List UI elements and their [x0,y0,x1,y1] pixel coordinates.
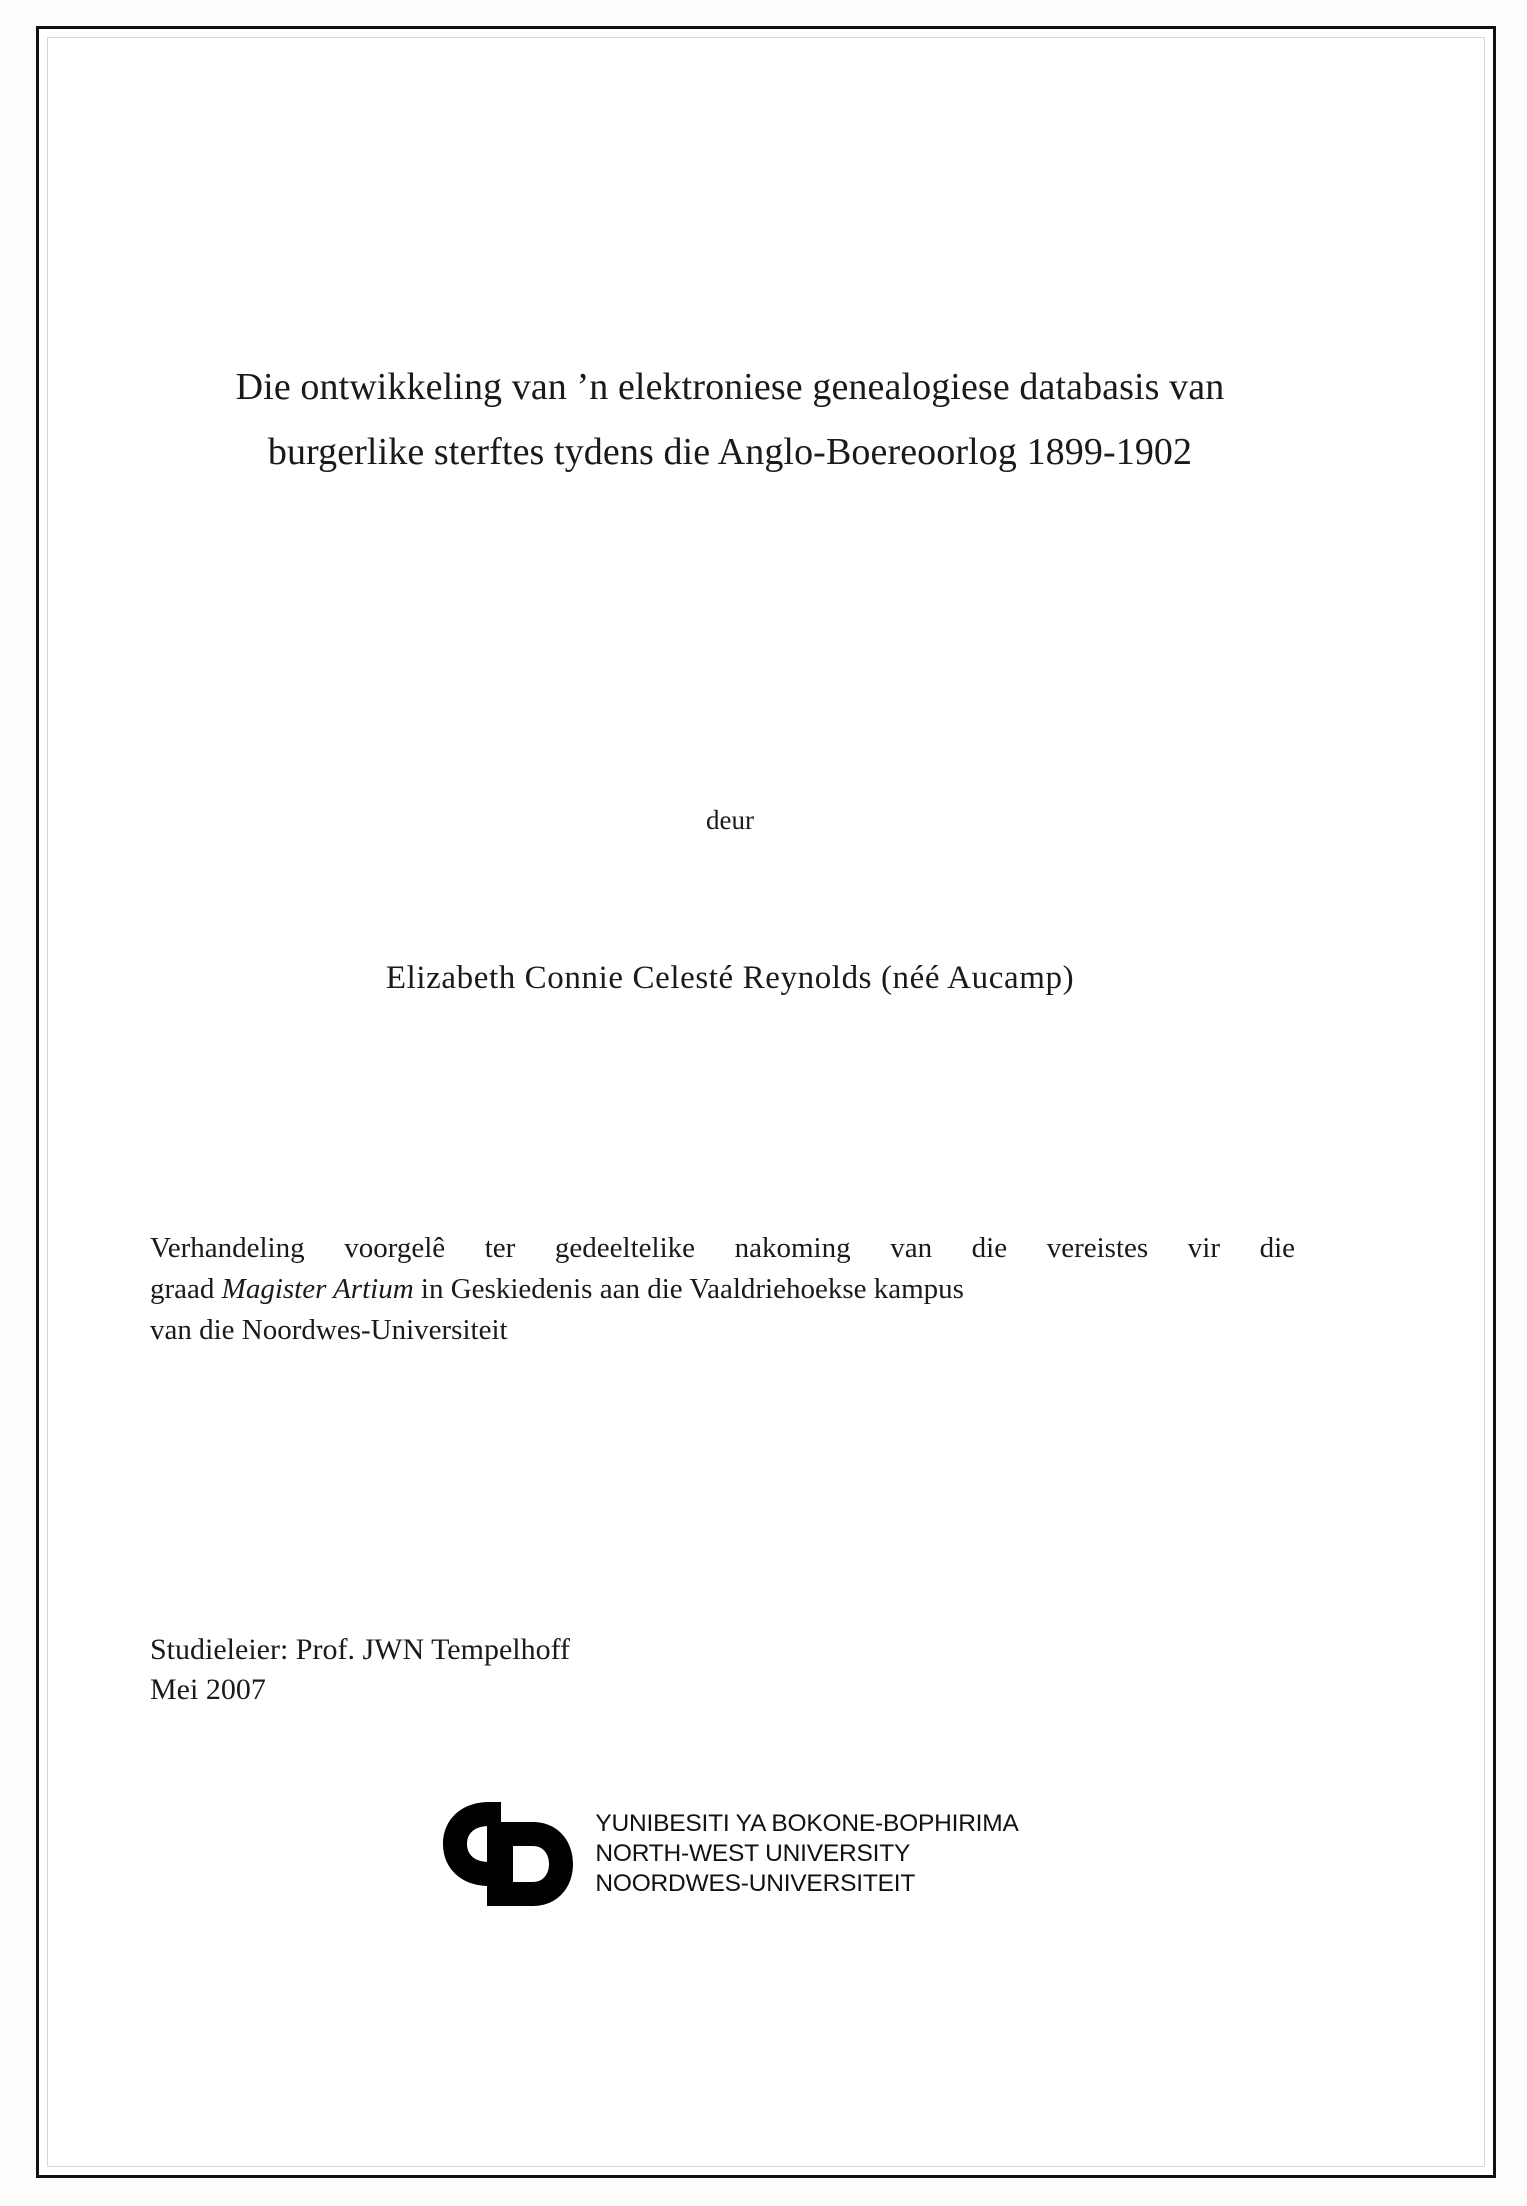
logo-line-1: YUNIBESITI YA BOKONE-BOPHIRIMA [595,1810,1019,1838]
page-title [150,355,1310,486]
nwu-monogram-icon [441,1800,581,1908]
degree-statement-line-2-post: in Geskiedenis aan die Vaaldriehoekse kampus [413,1273,964,1306]
degree-statement-line-1: Verhandeling voorgelê ter gedeeltelike nakoming van die vereistes vir die [150,1232,1295,1264]
title-page-content [150,0,1310,2206]
by-label: deur [706,805,754,835]
supervisor-and-date [150,1630,1310,1710]
logo-line-2: NORTH-WEST UNIVERSITY [595,1840,911,1868]
degree-name: Magister Artium [221,1273,414,1306]
author-name: Elizabeth Connie Celesté Reynolds (néé Aucamp) [385,960,1075,996]
university-logo [150,1800,1310,1908]
degree-statement-line-2 [150,1269,1295,1310]
supervisor-line: Studieleier: Prof. JWN Tempelhoff [150,1633,571,1666]
degree-statement-line-3: van die Noordwes-Universiteit [150,1314,508,1347]
title-line-1: Die ontwikkeling van ’n elektroniese genealogiese databasis van [235,366,1225,408]
title-line-2: burgerlike sterftes tydens die Anglo-Boereoorlog 1899-1902 [267,431,1193,474]
degree-statement-line-2-pre: graad [150,1273,222,1306]
logo-line-3: NOORDWES-UNIVERSITEIT [595,1869,916,1897]
university-logo-text [595,1809,1018,1899]
degree-statement [150,1228,1295,1352]
date-line: Mei 2007 [150,1672,266,1706]
